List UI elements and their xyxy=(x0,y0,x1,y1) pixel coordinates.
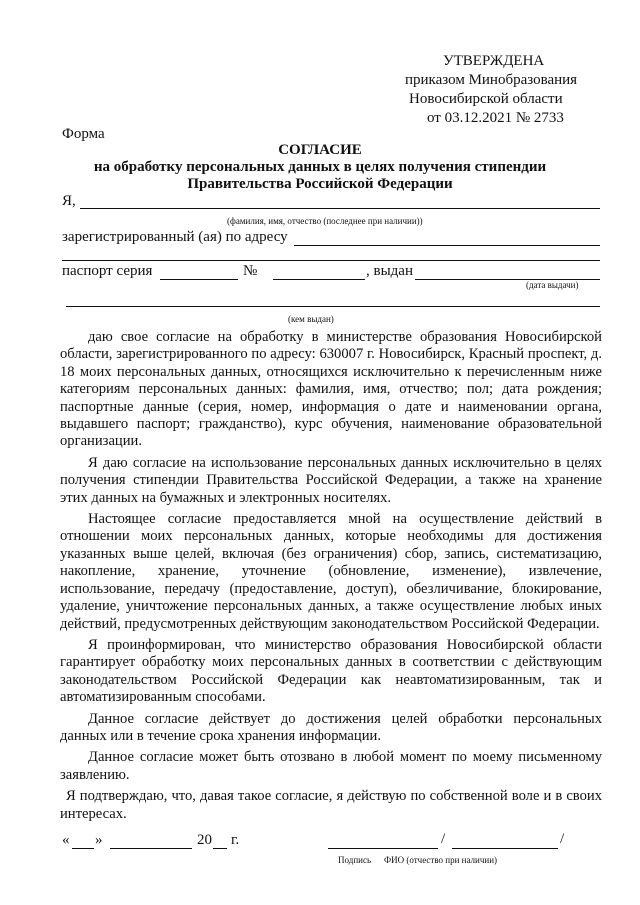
ya-label: Я, xyxy=(62,193,76,209)
passport-series-input-line[interactable] xyxy=(160,279,238,280)
issued-by-input-line[interactable] xyxy=(66,306,600,307)
date-close-quote: » xyxy=(95,832,103,848)
date-day-input-line[interactable] xyxy=(72,848,94,849)
date-year-input-line[interactable] xyxy=(213,848,227,849)
date-open-quote: « xyxy=(62,832,70,848)
issued-label: , выдан xyxy=(366,263,413,279)
issue-date-hint: (дата выдачи) xyxy=(526,280,579,290)
approval-line-2: приказом Минобразования xyxy=(405,72,578,88)
consent-paragraph: Я проинформирован, что министерство образования Новосибирской области гарантирует обработку моих персональных данных в соответствии с действующим законодательством Российской Федерации как неавтоматизированным, так и автоматизированным способами. xyxy=(60,636,602,706)
consent-paragraph: Данное согласие может быть отозвано в любой момент по моему письменному заявлению. xyxy=(60,749,602,783)
consent-paragraph: Я даю согласие на использование персональных данных исключительно в целях получения стипендии Правительства Российской Федерации, а также на хранение этих данных на бумажных и электронных носителях. xyxy=(60,454,602,506)
consent-paragraph: Настоящее согласие предоставляется мной на осуществление действий в отношении моих персональных данных, которые необходимы для достижения указанных выше целей, включая (без ограничения) сбор, запись, систематизацию, накопление, хранение, уточнение (обновление, изменение), извлечение, использование, передачу (предоставление, доступ), обезличивание, блокирование, удаление, уничтожение персональных данных, а также осуществление любых иных действий, предусмотренных действующим законодательством Российской Федерации. xyxy=(60,511,602,632)
passport-number-label: № xyxy=(243,263,258,279)
issued-by-hint: (кем выдан) xyxy=(288,314,334,324)
consent-body xyxy=(60,329,602,823)
date-year-prefix: 20 xyxy=(197,832,212,848)
signature-input-line[interactable] xyxy=(328,848,438,849)
date-month-input-line[interactable] xyxy=(110,848,192,849)
address-input-line-2[interactable] xyxy=(62,260,600,261)
address-input-line[interactable] xyxy=(294,245,600,246)
fio-signature-input-line[interactable] xyxy=(452,848,558,849)
consent-paragraph: Я подтверждаю, что, давая такое согласие, я действую по собственной воле и в своих интересах. xyxy=(60,788,602,822)
fio-signature-hint: ФИО (отчество при наличии) xyxy=(384,855,498,865)
address-label: зарегистрированный (ая) по адресу xyxy=(62,229,288,245)
approval-line-4: от 03.12.2021 № 2733 xyxy=(427,110,564,126)
approval-line-1: УТВЕРЖДЕНА xyxy=(443,53,545,69)
passport-series-label: паспорт серия xyxy=(62,263,153,279)
consent-paragraph: Данное согласие действует до достижения целей обработки персональных данных или в течение срока хранения информации. xyxy=(60,710,602,744)
approval-line-3: Новосибирской области xyxy=(409,91,563,107)
approval-block xyxy=(405,52,577,128)
fio-input-line[interactable] xyxy=(80,208,600,209)
document-title: СОГЛАСИЕ xyxy=(278,142,362,158)
signature-hint: Подпись xyxy=(338,855,372,865)
document-subtitle-2: Правительства Российской Федерации xyxy=(187,176,453,192)
date-year-suffix: г. xyxy=(231,832,240,848)
form-label: Форма xyxy=(62,126,105,142)
fio-hint: (фамилия, имя, отчество (последнее при наличии)) xyxy=(227,216,423,226)
slash-separator: / xyxy=(441,831,446,847)
consent-paragraph: даю свое согласие на обработку в министерстве образования Новосибирской области, зарегистрированного по адресу: 630007 г. Новосибирск, Красный проспект, д. 18 моих персональных данных, относящихся исключительно к перечисленным ниже категориям персональных данных: фамилия, имя, отчество; пол; дата рождения; паспортные данные (серия, номер, информация о дате и наименовании органа, выдавшего паспорт; гражданство), курс обучения, наименование образовательной организации. xyxy=(60,329,602,450)
slash-separator: / xyxy=(560,831,565,847)
document-subtitle: на обработку персональных данных в целях получения стипендии xyxy=(93,159,547,175)
passport-number-input-line[interactable] xyxy=(273,279,365,280)
